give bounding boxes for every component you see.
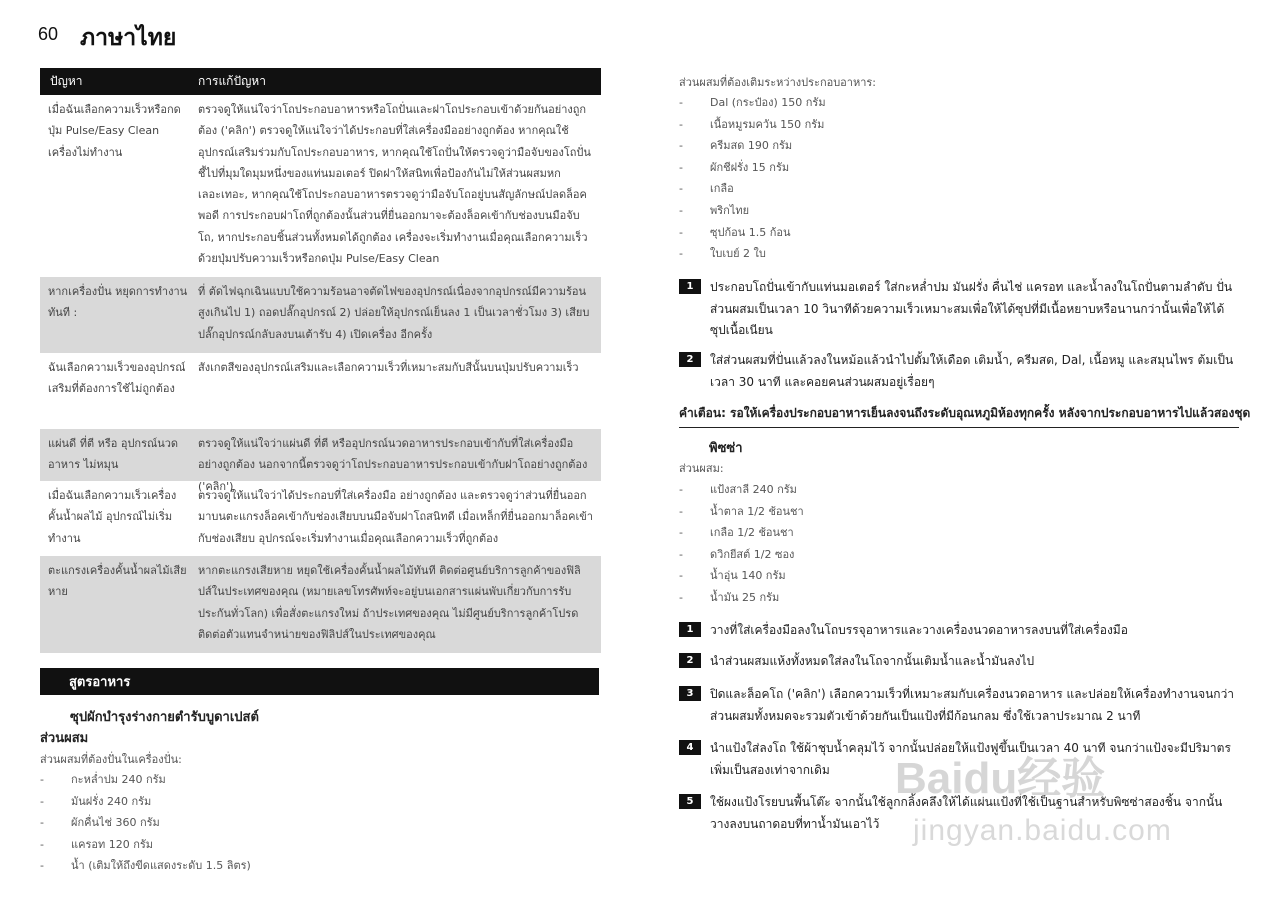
step-text: วางที่ใส่เครื่องมือลงในโถบรรจุอาหารและวางเครื่องนวดอาหารลงบนที่ใส่เครื่องมือ [710, 623, 1128, 637]
table-header [40, 68, 601, 95]
page-title: ภาษาไทย [80, 25, 177, 51]
pizza-step-1 [679, 620, 1239, 642]
baidu-watermark [895, 742, 1215, 862]
step-text: ใช้ผงแป้งโรยบนพื้นโต๊ะ จากนั้นใช้ลูกกลิ้งคลึงให้ได้แผ่นแป้งที่ใช้เป็นฐานสำหรับพิซซ่าสองชิ้น จากนั้นวางลงบนถาดอบที่ทาน้ำมันเอาไว้ [710, 795, 1223, 831]
list-item: - เกลือ 1/2 ช้อนชา [679, 526, 794, 540]
step-number-badge: 4 [679, 740, 701, 755]
step-number-badge: 3 [679, 686, 701, 701]
blend-ingredients-label: ส่วนผสมที่ต้องปั่นในเครื่องปั่น: [40, 753, 182, 766]
watermark-url: jingyan.baidu.com [913, 814, 1172, 847]
solution-cell: ตรวจดูให้แน่ใจว่าโถประกอบอาหารหรือโถปั่นและฝาโถประกอบเข้าด้วยกันอย่างถูกต้อง ('คลิก') ตรวจดูให้แน่ใจว่าได้ประกอบที่ใส่เครื่องมืออย่างถูกต้อง หากคุณใช้อุปกรณ์เสริมร่วมกับโถประกอบอาหาร, หากคุณใช้โถปั่นให้ตรวจดูว่ามือจับของโถปั่นชี้ไปที่มุมใดมุมหนึ่งของแท่นมอเตอร์ ปิดฝาให้สนิทเพื่อป้องกันไม่ให้ส่วนผสมหกเลอะเทอะ, หากคุณใช้โถประกอบอาหารตรวจดูว่ามือจับโถอยู่บนสัญลักษณ์ปลดล็อคพอดี การประกอบฝาโถที่ถูกต้องนั้นส่วนที่ยื่นออกมาจะต้องล็อคเข้ากับช่องบนมือจับโถ, หากประกอบชิ้นส่วนทั้งหมดได้ถูกต้อง เครื่องจะเริ่มทำงานเมื่อคุณเลือกความเร็วด้วยปุ่มปรับความเร็วหรือกดปุ่ม Pulse/Easy Clean [198, 103, 591, 266]
list-item: - ผักชีฝรั่ง 15 กรัม [679, 160, 790, 174]
add-ingredients-label: ส่วนผสมที่ต้องเติมระหว่างประกอบอาหาร: [679, 76, 877, 89]
pizza-ingredients-list [679, 479, 979, 609]
watermark-brand: Baidu经验 [895, 754, 1106, 803]
list-item: - กะหล่ำปม 240 กรัม [40, 773, 166, 786]
blend-ingredients-list [40, 769, 340, 877]
add-ingredients-list [679, 92, 979, 265]
pizza-recipe-title: พิซซ่า [709, 441, 743, 456]
list-item: - น้ำ (เติมให้ถึงขีดแสดงระดับ 1.5 ลิตร) [40, 859, 251, 873]
list-item: - เกลือ [679, 182, 734, 196]
list-item: - ครีมสด 190 กรัม [679, 139, 793, 153]
list-item: - ซุปก้อน 1.5 ก้อน [679, 225, 791, 239]
list-item: - แป้งสาลี 240 กรัม [679, 483, 797, 496]
list-item: - น้ำอุ่น 140 กรัม [679, 569, 786, 583]
list-item: - ผักคื่นไช่ 360 กรัม [40, 816, 160, 830]
problem-cell: หากเครื่องปั่น หยุดการทำงานทันที : [48, 285, 188, 320]
page-number: 60 [38, 24, 59, 44]
pizza-ingredients-label: ส่วนผสม: [679, 462, 724, 475]
problem-cell: เมื่อฉันเลือกความเร็วหรือกดปุ่ม Pulse/Easy Clean เครื่องไม่ทำงาน [48, 103, 181, 159]
list-item: - น้ำตาล 1/2 ช้อนชา [679, 504, 804, 518]
table-row [40, 353, 601, 429]
list-item: - พริกไทย [679, 203, 750, 217]
soup-step-2 [679, 350, 1239, 393]
list-item: - มันฝรั่ง 240 กรัม [40, 794, 152, 808]
problem-cell: ตะแกรงเครื่องคั้นน้ำผลไม้เสียหาย [48, 564, 187, 599]
list-item: - เนื้อหมูรมควัน 150 กรัม [679, 117, 825, 131]
table-row [40, 429, 601, 493]
ingredients-heading: ส่วนผสม [40, 731, 89, 746]
step-number-badge: 1 [679, 622, 701, 637]
table-row [40, 556, 601, 653]
list-item: - แครอท 120 กรัม [40, 837, 154, 851]
pizza-step-3 [679, 684, 1239, 727]
step-number-badge: 1 [679, 279, 701, 294]
step-text: นำแป้งใส่ลงโถ ใช้ผ้าชุบน้ำคลุมไว้ จากนั้นปล่อยให้แป้งฟูขึ้นเป็นเวลา 40 นาที จนกว่าแป้งจะมีปริมาตรเพิ่มเป็นสองเท่าจากเดิม [710, 741, 1231, 777]
recipes-section-header: สูตรอาหาร [40, 668, 599, 695]
solution-cell: ตรวจดูให้แน่ใจว่าแผ่นดี ที่ตี หรืออุปกรณ์นวดอาหารประกอบเข้ากับที่ใส่เครื่องมืออย่างถูกต้อง นอกจากนี้ตรวจดูว่าโถประกอบอาหารประกอบเข้ากับฝาโถอย่างถูกต้อง ('คลิก') [198, 437, 588, 493]
step-text: ประกอบโถปั่นเข้ากับแท่นมอเตอร์ ใส่กะหล่ำปม มันฝรั่ง คื่นไช่ แครอท และน้ำลงในโถปั่นตามลำดับ ปั่นส่วนผสมเป็นเวลา 10 วินาทีด้วยความเร็วเหมาะสมเพื่อให้ได้ซุปที่มีเนื้อหยาบหรือนานกว่านั้นเพื่อให้ได้ซุปเนื้อเนียน [710, 280, 1233, 337]
table-row [40, 481, 601, 556]
step-text: นำส่วนผสมแห้งทั้งหมดใส่ลงในโถจากนั้นเติมน้ำและน้ำมันลงไป [710, 654, 1035, 668]
step-number-badge: 2 [679, 653, 701, 668]
warning-note: คำเตือน: รอให้เครื่องประกอบอาหารเย็นลงจนถึงระดับอุณหภูมิห้องทุกครั้ง หลังจากประกอบอาหารไปแล้วสองชุด [679, 404, 1239, 428]
pizza-step-2 [679, 651, 1239, 673]
troubleshooting-table [40, 68, 601, 653]
header-problem: ปัญหา [50, 74, 83, 88]
solution-cell: หากตะแกรงเสียหาย หยุดใช้เครื่องคั้นน้ำผลไม้ทันที ติดต่อศูนย์บริการลูกค้าของฟิลิปส์ในประเทศของคุณ (หมายเลขโทรศัพท์จะอยู่บนเอกสารแผ่นพับเกี่ยวกับการรับประกันทั่วโลก) เพื่อสั่งตะแกรงใหม่ ถ้าประเทศของคุณ ไม่มีศูนย์บริการลูกค้าโปรดติดต่อตัวแทนจำหน่ายของฟิลิปส์ในประเทศของคุณ [198, 564, 581, 641]
step-number-badge: 2 [679, 352, 701, 367]
problem-cell: เมื่อฉันเลือกความเร็วเครื่องคั้นน้ำผลไม้ อุปกรณ์ไม่เริ่มทำงาน [48, 489, 177, 545]
problem-cell: แผ่นดี ที่ตี หรือ อุปกรณ์นวดอาหาร ไม่หมุน [48, 437, 179, 472]
solution-cell: ที่ ตัดไฟฉุกเฉินแบบใช้ความร้อนอาจตัดไฟของอุปกรณ์เนื่องจากอุปกรณ์มีความร้อนสูงเกินไป 1) ถอดปลั๊กอุปกรณ์ 2) ปล่อยให้อุปกรณ์เย็นลง 1 เป็นเวลาชั่วโมง 3) เสียบปลั๊กอุปกรณ์กลับลงบนเต้ารับ 4) เปิดเครื่อง อีกครั้ง [198, 285, 590, 341]
step-text: ใส่ส่วนผสมที่ปั่นแล้วลงในหม้อแล้วนำไปตั้มให้เดือด เติมน้ำ, ครีมสด, Dal, เนื้อหมู และสมุนไพร ต้มเป็นเวลา 30 นาที และคอยคนส่วนผสมอยู่เรื่อยๆ [710, 353, 1234, 389]
soup-step-1 [679, 277, 1239, 342]
table-row [40, 277, 601, 353]
table-row [40, 95, 601, 277]
list-item: - ดวิกยีสต์ 1/2 ซอง [679, 547, 795, 561]
list-item: - น้ำมัน 25 กรัม [679, 590, 780, 604]
step-number-badge: 5 [679, 794, 701, 809]
problem-cell: ฉันเลือกความเร็วของอุปกรณ์เสริมที่ต้องการใช้ไม่ถูกต้อง [48, 361, 186, 396]
step-text: ปิดและล็อคโถ ('คลิก') เลือกความเร็วที่เหมาะสมกับเครื่องนวดอาหาร และปล่อยให้เครื่องทำงานจนกว่าส่วนผสมทั้งหมดจะรวมตัวเข้าด้วยกันเป็นแป้งที่มีก้อนกลม ซึ่งใช้เวลาประมาณ 2 นาที [710, 687, 1235, 723]
soup-recipe-title: ซุปผักบำรุงร่างกายตำรับบูดาเปสต์ [70, 710, 259, 725]
header-solution: การแก้ปัญหา [198, 74, 266, 88]
list-item: - Dal (กระป๋อง) 150 กรัม [679, 96, 826, 109]
solution-cell: สังเกตสีของอุปกรณ์เสริมและเลือกความเร็วที่เหมาะสมกับสีนั้นบนปุ่มปรับความเร็ว [198, 361, 579, 374]
solution-cell: ตรวจดูให้แน่ใจว่าได้ประกอบที่ใส่เครื่องมือ อย่างถูกต้อง และตรวจดูว่าส่วนที่ยื่นออกมาบนตะแกรงล็อคเข้ากับช่องเสียบบนมือจับฝาโถสนิทดี เมื่อเหล็กที่ยื่นออกมาล็อคเข้ากับช่องเสียบ อุปกรณ์จะเริ่มทำงานเมื่อคุณเลือกความเร็วที่ถูกต้อง [198, 489, 593, 545]
list-item: - ใบเบย์ 2 ใบ [679, 247, 766, 261]
